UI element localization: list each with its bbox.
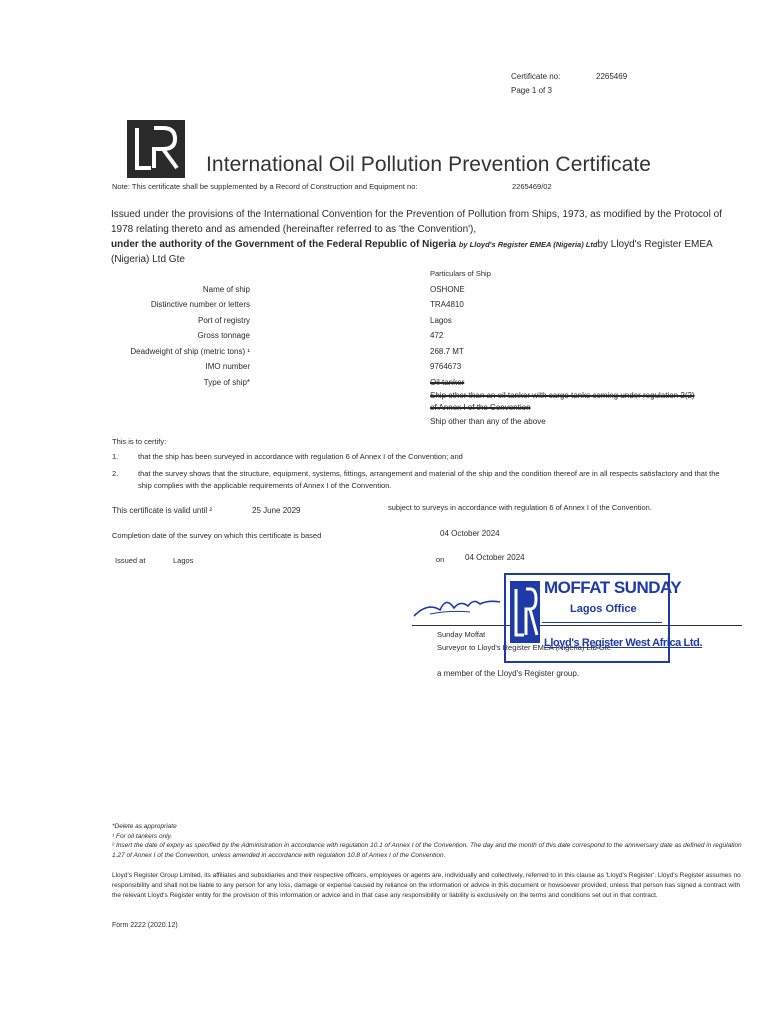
intro-paragraph bbox=[111, 207, 733, 267]
lr-logo-icon bbox=[127, 120, 185, 178]
completion-date: 04 October 2024 bbox=[440, 529, 500, 538]
certify-heading: This is to certify: bbox=[112, 437, 167, 446]
signatory-name: Sunday Moffat bbox=[437, 630, 486, 639]
valid-until-label: This certificate is valid until ² bbox=[112, 506, 213, 515]
type-oil-tanker-struck: Oil tanker bbox=[430, 377, 465, 387]
form-number: Form 2222 (2020.12) bbox=[112, 922, 178, 929]
stamp-name: MOFFAT SUNDAY bbox=[544, 578, 682, 597]
stamp-company: Lloyd's Register West Africa Ltd. bbox=[544, 637, 703, 649]
completion-label: Completion date of the survey on which this certificate is based bbox=[112, 531, 322, 540]
type-selected: Ship other than any of the above bbox=[430, 417, 546, 426]
issued-on-label: on bbox=[436, 555, 445, 564]
valid-until-date: 25 June 2029 bbox=[252, 506, 301, 515]
intro-line: Issued under the provisions of the International Convention for the Prevention of Pollution from Ships, 1973, as modified by the Protocol of 1978 relating thereto and as amended (hereinafter referred to as 'the Convention'), bbox=[111, 209, 722, 235]
authority-tail: by Lloyd's Register EMEA (Nigeria) Ltd Gte bbox=[111, 239, 713, 265]
stamp-lr-icon bbox=[510, 581, 540, 643]
type-other-struck: Ship other than an oil tanker with cargo tanks coming under regulation 2(2) bbox=[430, 391, 695, 400]
certificate-meta bbox=[511, 70, 627, 98]
valid-subject: subject to surveys in accordance with regulation 6 of Annex I of the Convention. bbox=[388, 503, 652, 512]
issued-on: 04 October 2024 bbox=[465, 553, 525, 562]
lr-logo bbox=[127, 120, 185, 178]
note-text: Note: This certificate shall be supplemented by a Record of Construction and Equipment no: bbox=[112, 182, 418, 191]
signature-scribble-icon bbox=[410, 592, 505, 622]
issued-at: Lagos bbox=[173, 556, 194, 565]
certificate-no: 2265469 bbox=[596, 72, 628, 81]
certificate-no-label: Certificate no: bbox=[511, 72, 561, 81]
particulars-heading: Particulars of Ship bbox=[430, 269, 491, 278]
footnote-oil-tankers: ¹ For oil tankers only. bbox=[112, 833, 173, 840]
group-member: a member of the Lloyd's Register group. bbox=[437, 669, 580, 678]
disclaimer: Lloyd's Register Group Limited, its affiliates and subsidiaries and their respective officers, employees or agents are, individually and collectively, referred to in this clause as 'Lloyd's Register'. Lloyd's Register assumes no responsibility and shall not be liable to any person for any loss, damage or expense caused by reliance on the information or advice in this document or howsoever provided, unless that person has signed a contract with the relevant Lloyd's Register entity for the provision of this information or advice and in that case any responsibility or liability is exclusively on the terms and conditions set out in that contract. bbox=[112, 872, 741, 899]
office-stamp bbox=[504, 573, 703, 663]
type-other-struck-2: of Annex I of the Convention bbox=[430, 403, 531, 412]
signatory-role: Surveyor to Lloyd's Register EMEA (Nigeria) Ltd Gte bbox=[437, 643, 612, 652]
stamp-office: Lagos Office bbox=[570, 603, 637, 615]
page-number: Page 1 of 3 bbox=[511, 86, 552, 95]
authority-by: by Lloyd's Register EMEA (Nigeria) Ltd bbox=[458, 240, 598, 249]
stamp-rule bbox=[542, 622, 662, 623]
record-number: 2265469/02 bbox=[512, 182, 552, 191]
page-title: International Oil Pollution Prevention Certificate bbox=[206, 153, 652, 176]
issued-at-label: Issued at bbox=[115, 556, 146, 565]
footnote-expiry: ² Insert the date of expiry as specified by the Administration in accordance with regulation 10.1 of Annex I of the Convention. The day and the month of this date correspond to the anniversary date as defined in regulation 1.27 of Annex I of the Convention, unless amended in accordance with regulation 10.8 of Annex I of the Convention. bbox=[112, 842, 742, 859]
authority-text: under the authority of the Government of the Federal Republic of Nigeria bbox=[111, 239, 457, 250]
footnote-delete: *Delete as appropriate bbox=[112, 823, 177, 830]
